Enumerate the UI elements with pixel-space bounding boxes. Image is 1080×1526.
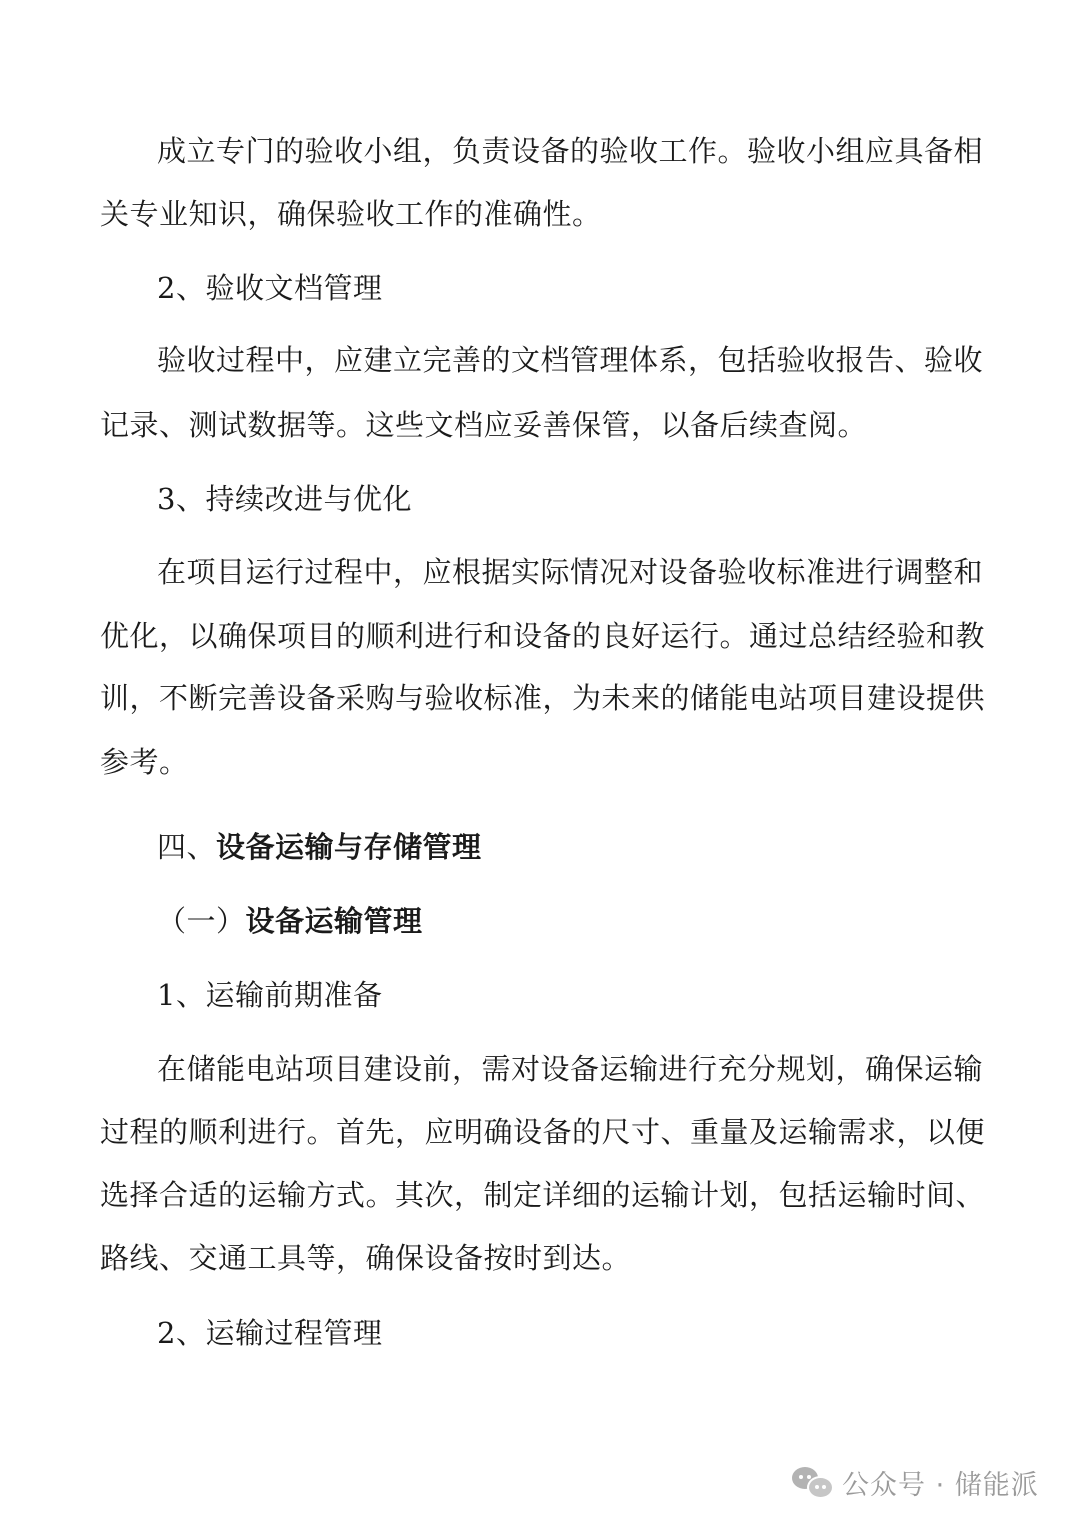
paragraph-line: 在项目运行过程中，应根据实际情况对设备验收标准进行调整和 (157, 555, 984, 589)
subsection-title: 设备运输管理 (245, 904, 423, 938)
section-heading: 2、验收文档管理 (157, 271, 383, 305)
paragraph-line: 记录、测试数据等。这些文档应妥善保管，以备后续查阅。 (100, 408, 868, 442)
section-heading: 1、运输前期准备 (157, 978, 383, 1012)
subsection-heading (157, 903, 423, 939)
paragraph-line: 选择合适的运输方式。其次，制定详细的运输计划，包括运输时间、 (100, 1178, 986, 1212)
paragraph-line: 在储能电站项目建设前，需对设备运输进行充分规划，确保运输 (157, 1052, 984, 1086)
wechat-icon (792, 1465, 832, 1499)
chapter-heading (157, 829, 482, 865)
paragraph-line: 关专业知识，确保验收工作的准确性。 (100, 197, 602, 231)
paragraph-line: 成立专门的验收小组，负责设备的验收工作。验收小组应具备相 (157, 134, 984, 168)
paragraph-line: 过程的顺利进行。首先，应明确设备的尺寸、重量及运输需求，以便 (100, 1115, 986, 1149)
chapter-number: 四、 (157, 830, 217, 864)
paragraph-line: 训，不断完善设备采购与验收标准，为未来的储能电站项目建设提供 (100, 681, 986, 715)
watermark-text: 公众号 · 储能派 (842, 1469, 1039, 1501)
subsection-number: （一） (157, 904, 246, 938)
chapter-title: 设备运输与存储管理 (216, 830, 482, 864)
paragraph-line: 优化，以确保项目的顺利进行和设备的良好运行。通过总结经验和教 (100, 619, 986, 653)
section-heading: 3、持续改进与优化 (157, 482, 412, 516)
section-heading: 2、运输过程管理 (157, 1316, 383, 1350)
paragraph-line: 验收过程中，应建立完善的文档管理体系，包括验收报告、验收 (157, 343, 984, 377)
source-watermark (792, 1462, 1039, 1502)
paragraph-line: 路线、交通工具等，确保设备按时到达。 (100, 1241, 632, 1275)
paragraph-line: 参考。 (100, 745, 189, 779)
